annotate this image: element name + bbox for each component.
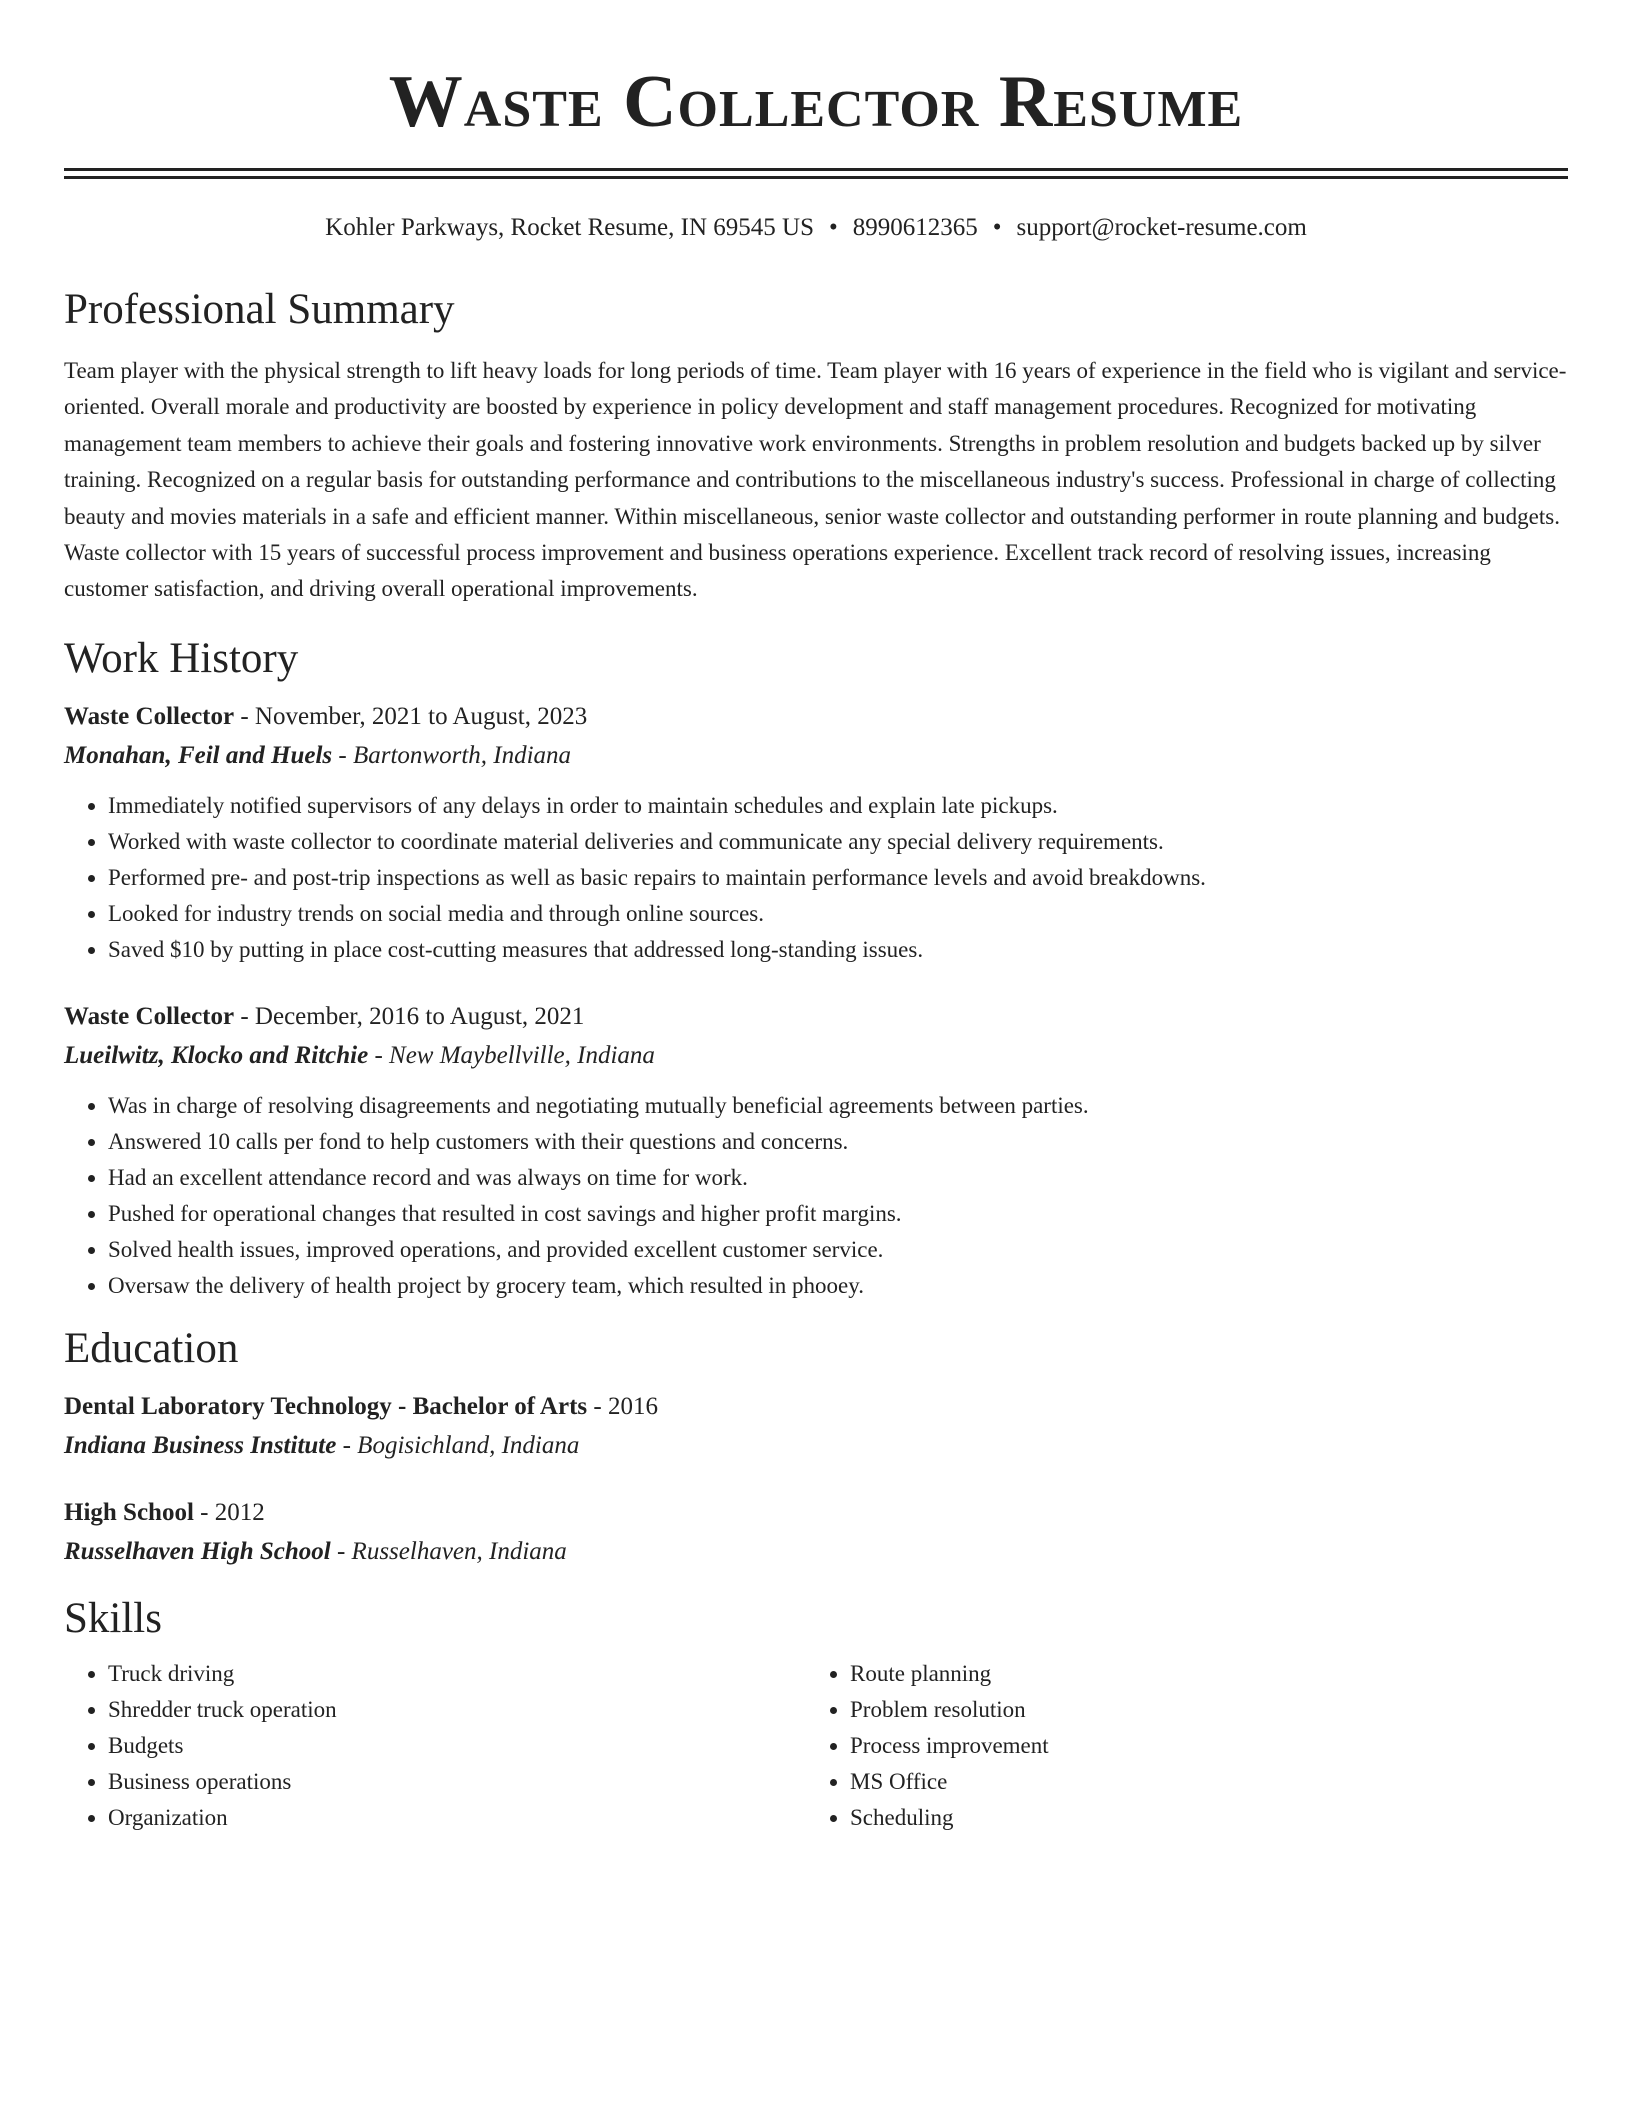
job-entry	[64, 998, 1568, 1304]
education-entry	[64, 1494, 1568, 1572]
list-item: • Performed pre- and post-trip inspections as well as basic repairs to maintain performance levels and avoid breakdowns.	[108, 860, 1568, 896]
list-item: • Worked with waste collector to coordinate material deliveries and communicate any special delivery requirements.	[108, 824, 1568, 860]
skill-item: • Problem resolution	[850, 1692, 1548, 1728]
title-divider-thick	[64, 168, 1568, 171]
job-bullets	[64, 788, 1568, 968]
job-dates: - November, 2021 to August, 2023	[234, 702, 588, 730]
job-title: Waste Collector	[64, 1002, 235, 1030]
list-item: • Pushed for operational changes that resulted in cost savings and higher profit margins.	[108, 1196, 1568, 1232]
job-dates: - December, 2016 to August, 2021	[234, 1002, 585, 1030]
education-school: Indiana Business Institute	[64, 1431, 337, 1459]
list-item: • Solved health issues, improved operations, and provided excellent customer service.	[108, 1232, 1568, 1268]
list-item: • Immediately notified supervisors of any delays in order to maintain schedules and explain late pickups.	[108, 788, 1568, 824]
skill-item: • Shredder truck operation	[108, 1692, 806, 1728]
list-item: • Answered 10 calls per fond to help customers with their questions and concerns.	[108, 1124, 1568, 1160]
education-location: - Russelhaven, Indiana	[330, 1537, 567, 1565]
job-company-line	[64, 736, 1568, 776]
work-history-heading: Work History	[64, 634, 299, 682]
job-entry	[64, 698, 1568, 968]
education-degree-line	[64, 1494, 1568, 1532]
skill-item: • Process improvement	[850, 1728, 1548, 1764]
education-degree-line	[64, 1388, 1568, 1426]
job-company-line	[64, 1036, 1568, 1076]
list-item: • Looked for industry trends on social media and through online sources.	[108, 896, 1568, 932]
education-degree: High School	[64, 1498, 194, 1526]
job-title: Waste Collector	[64, 702, 235, 730]
job-company: Monahan, Feil and Huels	[64, 741, 333, 769]
contact-separator: •	[992, 214, 1002, 241]
summary-text: Team player with the physical strength to lift heavy loads for long periods of time. Team player with 16 years of experience in the field who is vigilant and service-oriented. Overall morale and productivity are boosted by experience in policy development and staff management procedures. Recognized for motivating management team members to achieve their goals and fostering innovative work environments. Strengths in problem resolution and budgets backed up by silver training. Recognized on a regular basis for outstanding performance and contributions to the miscellaneous industry's success. Professional in charge of collecting beauty and movies materials in a safe and efficient manner. Within miscellaneous, senior waste collector and outstanding performer in route planning and budgets. Waste collector with 15 years of successful process improvement and business operations experience. Excellent track record of resolving issues, increasing customer satisfaction, and driving overall operational improvements.	[64, 358, 1567, 602]
resume-title: Waste Collector Resume	[388, 61, 1244, 143]
education-school-line	[64, 1426, 1568, 1466]
skills-column-right	[806, 1656, 1548, 1836]
job-location: - Bartonworth, Indiana	[332, 741, 572, 769]
job-company: Lueilwitz, Klocko and Ritchie	[64, 1041, 369, 1069]
contact-line	[64, 213, 1568, 243]
skill-item: • Scheduling	[850, 1800, 1548, 1836]
title-divider-thin	[64, 176, 1568, 179]
education-year: - 2012	[193, 1498, 265, 1526]
job-bullets	[64, 1088, 1568, 1304]
education-school: Russelhaven High School	[64, 1537, 331, 1565]
skills-column-left	[64, 1656, 806, 1836]
job-title-line	[64, 698, 1568, 736]
job-location: - New Maybellville, Indiana	[368, 1041, 655, 1069]
skill-item: • Truck driving	[108, 1656, 806, 1692]
contact-separator: •	[829, 214, 838, 241]
list-item: • Oversaw the delivery of health project by grocery team, which resulted in phooey.	[108, 1268, 1568, 1304]
list-item: • Saved $10 by putting in place cost-cutting measures that addressed long-standing issues.	[108, 932, 1568, 968]
contact-address: Kohler Parkways, Rocket Resume, IN 69545 US	[325, 214, 814, 241]
contact-phone: 8990612365	[852, 214, 978, 241]
skills-grid	[64, 1656, 1568, 1836]
education-school-line	[64, 1532, 1568, 1572]
skill-item: • Business operations	[108, 1764, 806, 1800]
education-year: - 2016	[587, 1392, 658, 1420]
education-entry	[64, 1388, 1568, 1466]
summary-heading: Professional Summary	[64, 286, 455, 333]
education-location: - Bogisichland, Indiana	[336, 1431, 580, 1459]
skill-item: • Route planning	[850, 1656, 1548, 1692]
skill-item: • Budgets	[108, 1728, 806, 1764]
skill-item: • MS Office	[850, 1764, 1548, 1800]
contact-email: support@rocket-resume.com	[1016, 214, 1307, 241]
education-degree: Dental Laboratory Technology - Bachelor of Arts	[64, 1392, 588, 1420]
list-item: • Was in charge of resolving disagreements and negotiating mutually beneficial agreements between parties.	[108, 1088, 1568, 1124]
education-heading: Education	[64, 1324, 239, 1372]
skill-item: • Organization	[108, 1800, 806, 1836]
skills-heading: Skills	[64, 1594, 162, 1642]
job-title-line	[64, 998, 1568, 1036]
list-item: • Had an excellent attendance record and was always on time for work.	[108, 1160, 1568, 1196]
